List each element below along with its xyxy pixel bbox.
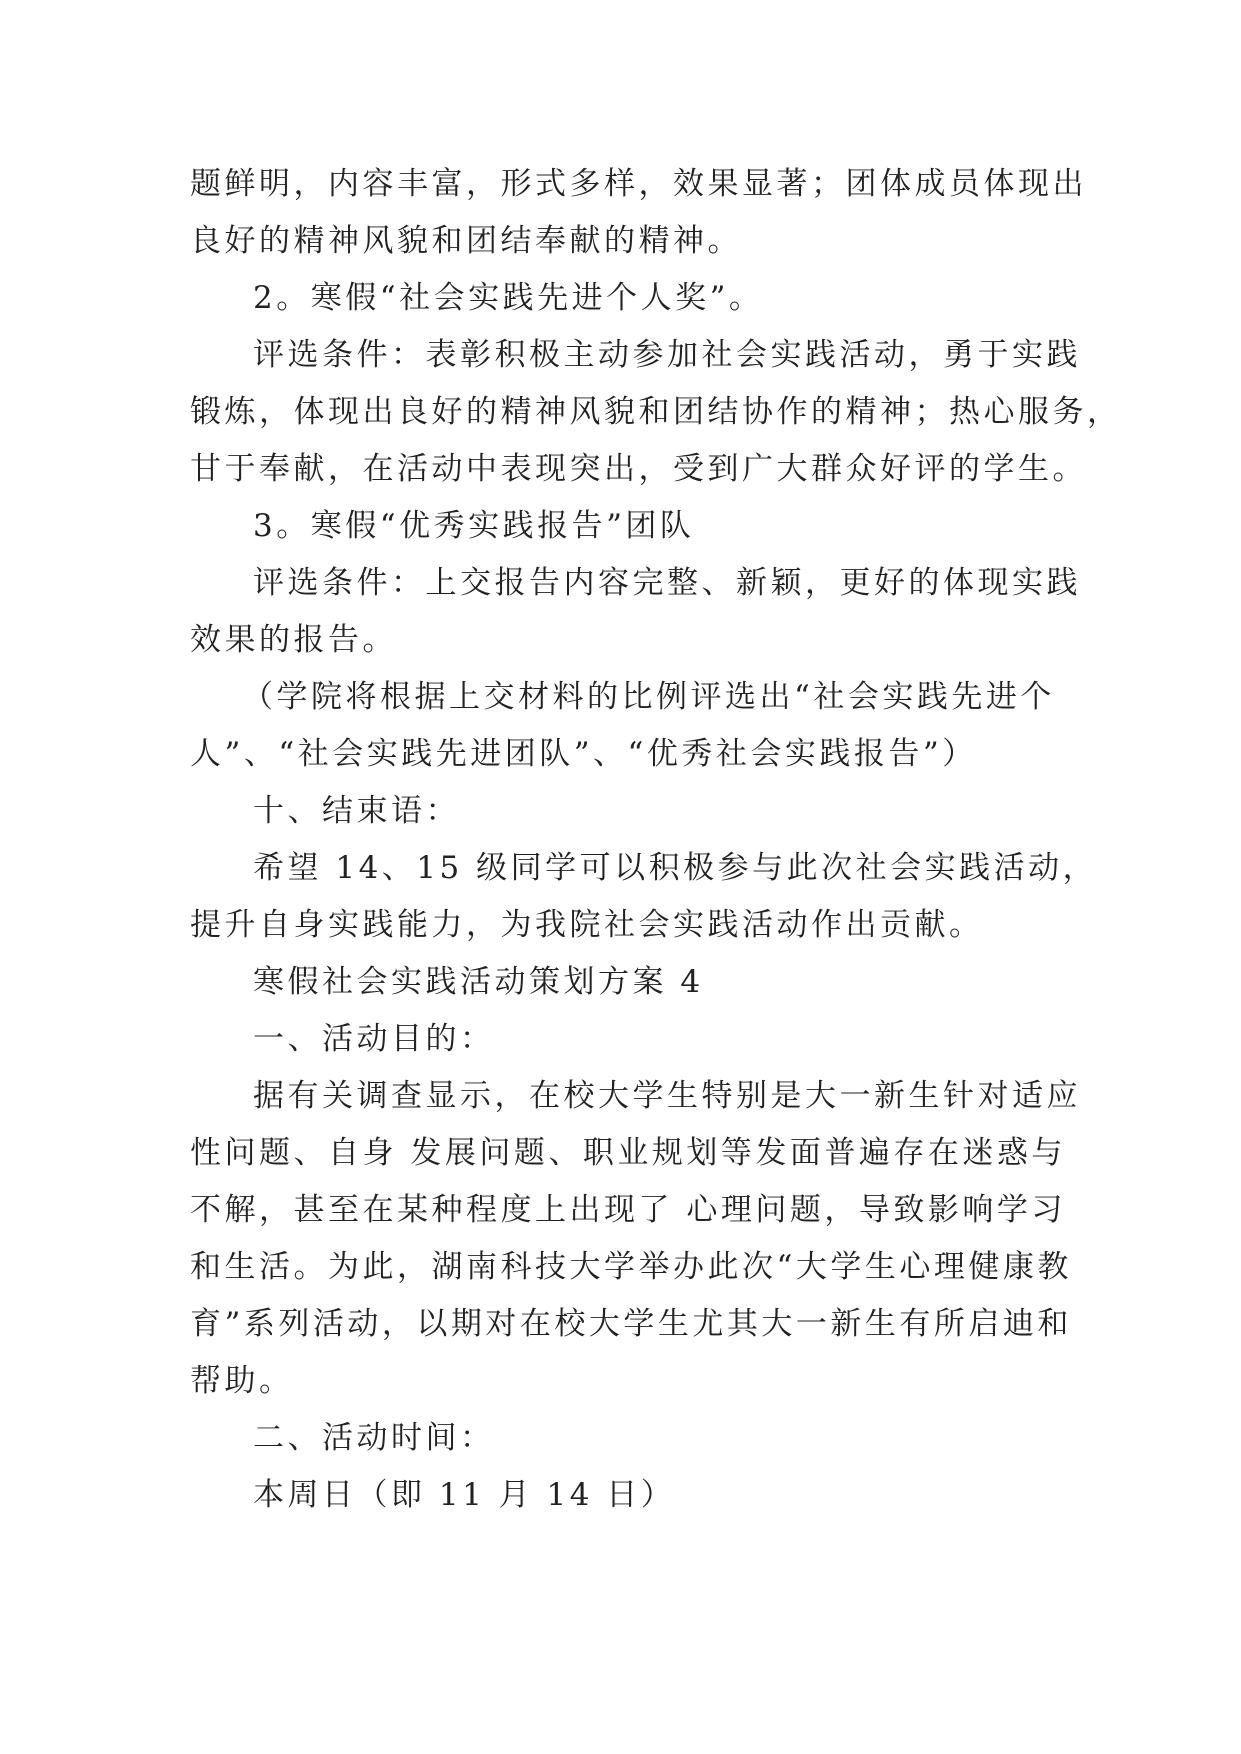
paragraph-line: 题鲜明，内容丰富，形式多样，效果显著；团体成员体现出	[190, 166, 1087, 202]
document-title: 寒假社会实践活动策划方案 4	[253, 964, 704, 1000]
paragraph-line: 性问题、自身 发展问题、职业规划等发面普遍存在迷惑与	[190, 1135, 1066, 1171]
paragraph-line: 本周日（即 11 月 14 日）	[253, 1477, 676, 1513]
section-heading: 一、活动目的：	[253, 1021, 495, 1057]
note-line: 人”、“社会实践先进团队”、“优秀社会实践报告”）	[190, 736, 977, 772]
criteria-line: 评选条件：上交报告内容完整、新颖，更好的体现实践	[253, 565, 1081, 601]
criteria-line: 评选条件：表彰积极主动参加社会实践活动，勇于实践	[253, 337, 1081, 373]
paragraph-line: 帮助。	[190, 1363, 294, 1399]
paragraph-line: 和生活。为此，湖南科技大学举办此次“大学生心理健康教	[190, 1249, 1072, 1285]
paragraph-line: 效果的报告。	[190, 622, 397, 658]
paragraph-line: 据有关调查显示，在校大学生特别是大一新生针对适应	[253, 1078, 1081, 1114]
paragraph-line: 提升自身实践能力，为我院社会实践活动作出贡献。	[190, 907, 984, 943]
award-heading: 3。寒假“优秀实践报告”团队	[253, 508, 695, 544]
paragraph-line: 甘于奉献，在活动中表现突出，受到广大群众好评的学生。	[190, 451, 1087, 487]
paragraph-line: 锻炼，体现出良好的精神风貌和团结协作的精神；热心服务，	[190, 394, 1122, 430]
section-heading: 十、结束语：	[253, 793, 460, 829]
award-heading: 2。寒假“社会实践先进个人奖”。	[253, 280, 764, 316]
note-line: （学院将根据上交材料的比例评选出“社会实践先进个	[242, 679, 1055, 715]
paragraph-line: 希望 14、15 级同学可以积极参与此次社会实践活动，	[253, 850, 1098, 886]
paragraph-line: 不解，甚至在某种程度上出现了 心理问题，导致影响学习	[190, 1192, 1066, 1228]
section-heading: 二、活动时间：	[253, 1420, 495, 1456]
paragraph-line: 良好的精神风貌和团结奉献的精神。	[190, 223, 742, 259]
paragraph-line: 育”系列活动，以期对在校大学生尤其大一新生有所启迪和	[190, 1306, 1072, 1342]
